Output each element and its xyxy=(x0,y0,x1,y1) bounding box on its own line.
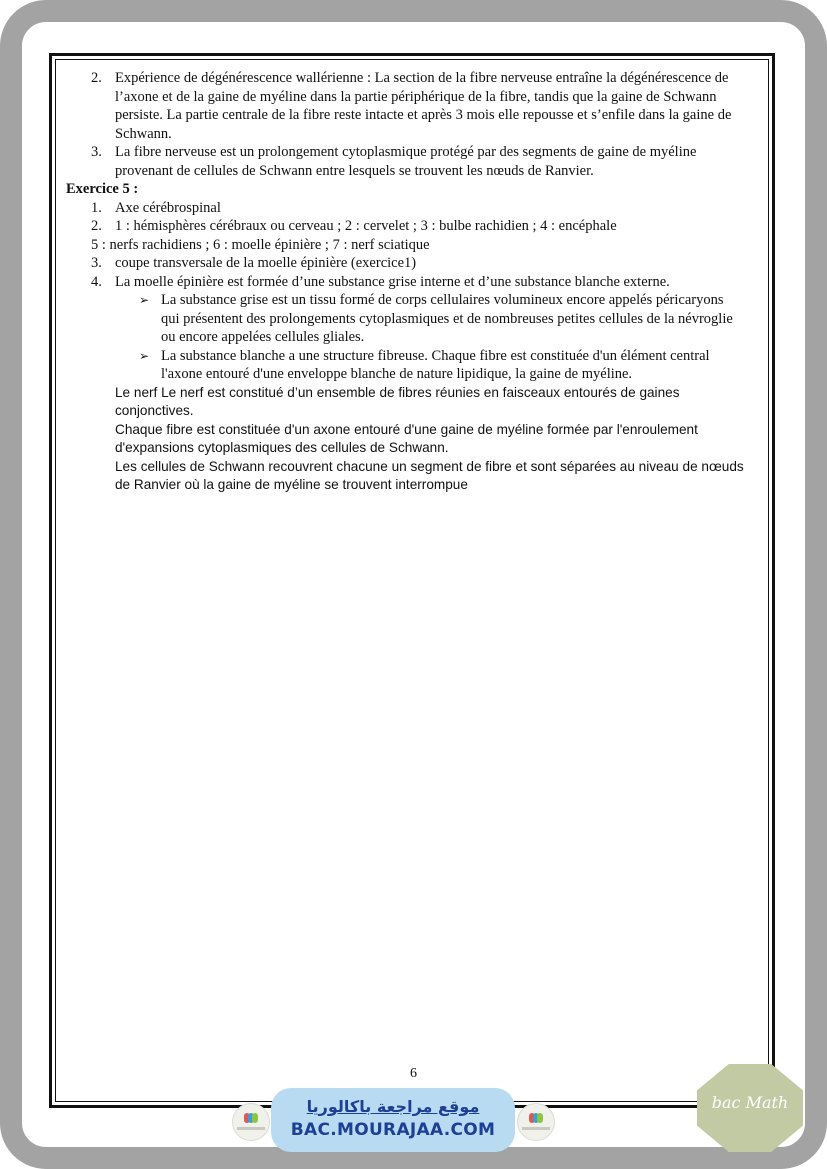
list-item xyxy=(66,199,756,218)
book-logo-icon xyxy=(232,1103,270,1141)
arrow-bullet-icon: ➢ xyxy=(139,293,150,307)
arrow-bullet-icon: ➢ xyxy=(139,348,150,363)
list-text: coupe transversale de la moelle épinière (exercice1) xyxy=(115,255,417,271)
bullet-text: La substance blanche a une structure fibreuse. Chaque fibre est constituée d'un élément central l'axone entouré d'une enveloppe blanche de nature lipidique, la gaine de myéline. xyxy=(161,347,710,382)
page-number: 6 xyxy=(410,1066,417,1081)
book-logo-icon xyxy=(517,1103,555,1141)
list-number: 4. xyxy=(91,273,102,290)
list-number: 1. xyxy=(91,199,102,216)
site-banner[interactable] xyxy=(271,1088,515,1152)
bullet-item xyxy=(66,347,756,384)
bullet-item xyxy=(66,291,756,347)
list-item xyxy=(66,217,756,236)
list-item xyxy=(66,254,756,273)
list-number: 2. xyxy=(91,218,102,234)
site-url[interactable]: BAC.MOURAJAA.COM xyxy=(290,1120,496,1140)
list-number: 3. xyxy=(91,255,102,271)
list-item xyxy=(66,143,756,180)
paragraph: Le nerf Le nerf est constitué d’un ensemble de fibres réunies en faisceaux entourés de gaines conjonctives. xyxy=(115,384,680,418)
bac-math-label: bac Math xyxy=(711,1093,789,1112)
document-content xyxy=(66,69,756,495)
list-number: 3. xyxy=(91,144,102,160)
list-continuation: 5 : nerfs rachidiens ; 6 : moelle épinière ; 7 : nerf sciatique xyxy=(91,236,430,253)
site-name-arabic: موقع مراجعة باكالوريا xyxy=(306,1097,480,1116)
list-item xyxy=(66,69,756,143)
list-item xyxy=(66,273,756,292)
list-text: La fibre nerveuse est un prolongement cytoplasmique protégé par des segments de gaine de myéline provenant de cellules de Schwann entre lesquels se trouvent les nœuds de Ranvier. xyxy=(115,144,697,179)
list-text: Axe cérébrospinal xyxy=(115,199,221,216)
list-text: Expérience de dégénérescence wallérienne : La section de la fibre nerveuse entraîne la dégénérescence de l’axone et de la gaine de myéline dans la partie périphérique de la fibre, tandis que la gaine de Schwann persiste. La partie centrale de la fibre reste intacte et après 3 mois elle repousse et s’enfile dans la gaine de Schwann. xyxy=(115,70,732,142)
paragraph: Chaque fibre est constituée d'un axone entouré d'une gaine de myéline formée par l'enroulement d'expansions cytoplasmiques des cellules de Schwann. xyxy=(115,421,698,455)
list-number: 2. xyxy=(91,70,102,86)
list-text: La moelle épinière est formée d’une substance grise interne et d’une substance blanche externe. xyxy=(115,273,670,290)
exercise-heading: Exercice 5 : xyxy=(66,181,139,197)
bullet-text: La substance grise est un tissu formé de corps cellulaires volumineux encore appelés péricaryons qui présentent des prolongements cytoplasmiques et de nombreuses petites cellules de la névroglie ou encore appelées cellules gliales. xyxy=(161,292,733,345)
paragraph: Les cellules de Schwann recouvrent chacune un segment de fibre et sont séparées au niveau de nœuds de Ranvier où la gaine de myéline se trouvent interrompue xyxy=(115,458,744,492)
list-text: 1 : hémisphères cérébraux ou cerveau ; 2 : cervelet ; 3 : bulbe rachidien ; 4 : encéphale xyxy=(115,218,617,234)
